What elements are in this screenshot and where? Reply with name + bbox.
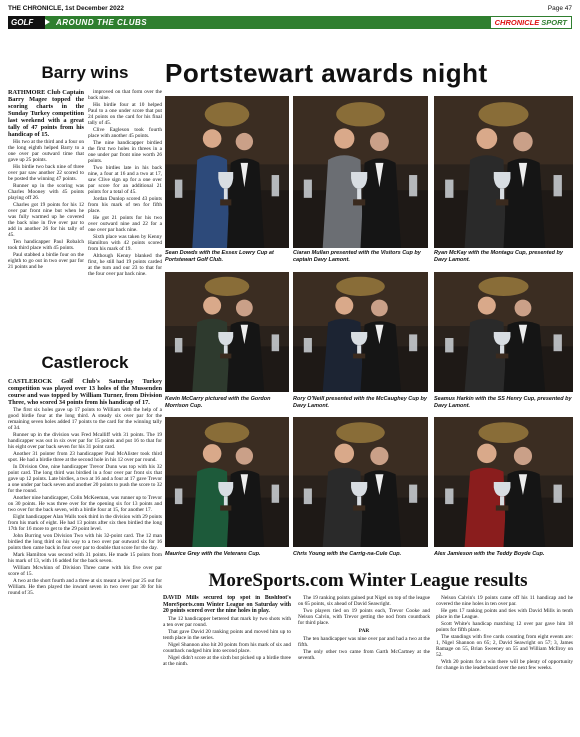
par-subhead: PAR (358, 628, 370, 634)
award-photo (434, 272, 573, 392)
section-title: AROUND THE CLUBS (56, 18, 148, 27)
photo-caption: Ciaran Mullan presented with the Visitors Cup by captain Davy Lamont. (293, 250, 421, 263)
award-photo (293, 417, 428, 547)
photo-caption: Kevin McCarry pictured with the Gordon Morrison Cup. (165, 396, 271, 409)
photo-caption: Ryan McKay with the Montagu Cup, presented by Davy Lamont. (434, 250, 563, 263)
moresports-col1: DAVID Mills secured top spot in Bushfoot's MoreSports.com Winter League on Saturday with 20 points scored over the nine holes in play. The 12 handicapper bettered that mark by two shots with a ten over par round. That gave David 20 ranking points and moved him up to tenth place in the series. Nigel Shannon also hit 20 points from his mark of six and countback nudged him into second place. Nigel didn't score at the sixth but picked up a birdie three at the ninth. (163, 595, 291, 667)
moresports-col2: The 19 ranking points gained put Nigel on top of the league on 65 points, six ahead of David Seawright. Two players tied on 19 points each, Trevor Cooke and Nelson Calvin, with Trevor getting the nod from countback for third place. PAR The ten handicapper was nine over par and had a two at the fifth. The only other two came from Garth McCartney at the seventh. (298, 595, 430, 661)
page-header (8, 3, 572, 15)
award-photo (434, 417, 573, 547)
section-bar (8, 16, 572, 29)
paper-date: THE CHRONICLE, 1st December 2022 (8, 5, 124, 12)
page-number: Page 47 (547, 5, 572, 12)
photo-caption: Chris Young with the Carrig-na-Cule Cup. (293, 551, 402, 557)
photo-caption: Maurice Grey with the Veterans Cup. (165, 551, 261, 557)
award-photo (165, 96, 289, 248)
photo-caption: Alex Jamieson with the Teddy Boyde Cup. (434, 551, 545, 557)
moresports-headline: MoreSports.com Winter League results (208, 570, 528, 591)
barry-article-col2: improved on that form over the back nine. His birdie four at 10 helped Paul to a one under score that put 24 points on the card for his final tally of 45. Clive Eagleson took fourth place with another 45 points. The nine handicapper birdied the first two holes in threes in a one under par front nine worth 26 points. Two birdies late in his back nine, a four at 16 and a two at 17, saw Clive sign up for a one over par score for an additional 21 points for a total of 45. Jordan Dunlop scored 43 points from his mark of ten for fifth place. He got 21 points for his two over outward nine and 22 for a one over par back nine. Sixth place was taken by Kenny Hamilton with 42 points scored from his mark of 19. Although Kenny blanked the first, he still had 19 points carded at the turn and our 23 to that for the four over par back nine. (88, 89, 162, 277)
castlerock-lead: CASTLEROCK Golf Club's Saturday Turkey competition was played over 13 holes of the Mussenden course and was topped by William Turner, from Division Three, who scored 34 points from his handicap of 17. (8, 378, 162, 406)
moresports-col3: Nelson Calvin's 19 points came off his 11 handicap and he covered the nine holes in ten over par. He gets 17 ranking points and ties with David Mills in tenth place in the League. Scott White's handicap matching 12 over par gave him 18 points for fifth place. The standings with five cards counting from eight events are: 1, Nigel Shannon on 65; 2, David Seawright on 57; 3, James Ramage on 55, Brian Sweeney on 55 and William McIlroy on 52. With 20 points for a win there will be plenty of opportunity for change in the leaderboard over the next few weeks. (436, 595, 573, 671)
award-photo (293, 272, 428, 392)
arrow-icon (45, 19, 50, 25)
barry-lead: RATHMORE Club Captain Barry Magee topped the scoring charts in the Sunday Turkey competition last weekend with a great tally of 47 points from his handicap of 15. (8, 89, 84, 138)
photo-caption: Seamus Harkin with the SS Henry Cup, presented by Davy Lamont. (434, 396, 572, 409)
barry-article-col1: RATHMORE Club Captain Barry Magee topped the scoring charts in the Sunday Turkey competition last weekend with a great tally of 47 points from his handicap of 15. His two at the third and a four on the long eighth helped Barry to a one over par outward time that gave up 25 points. His birdie two back nine of three over par saw another 22 scored to be posted the winning 47 points. Runner up in the scoring was Charles Mooney with 45 points playing off 26. Charles got 19 points for his 12 over par front nine but when he was fully warmed up he covered the back nine in five over par to add in another 26 for his tally of 45. Ten handicapper Paul Robalch took third place with 45 points. Paul stabbed a birdie four on the eighth to go out in two over par for 21 points and he (8, 89, 84, 270)
castlerock-headline: Castlerock (41, 353, 129, 372)
main-headline: Portstewart awards night (165, 58, 488, 88)
award-photo (165, 272, 289, 392)
photo-caption: Sean Dowds with the Essex Lowry Cup at Portstewart Golf Club. (165, 250, 274, 263)
award-photo (434, 96, 573, 248)
photo-caption: Rory O'Neill presented with the McCaughey Cup by Davy Lamont. (293, 396, 427, 409)
brand-logo: CHRONICLE SPORT (490, 16, 572, 29)
barry-headline: Barry wins (41, 63, 129, 82)
award-photo (293, 96, 428, 248)
award-photo (165, 417, 289, 547)
golf-tag: GOLF (8, 16, 45, 29)
castlerock-article: CASTLEROCK Golf Club's Saturday Turkey competition was played over 13 holes of the Mussenden course and was topped by William Turner, from Division Three, who scored 34 points from his handicap of 17. The first six holes gave up 17 points to William with the help of a good birdie four at the long third. A steady six over par for the remaining seven holes added 17 points to the card for the winning tally of 34. Runner up in the division was Fred Mcalliff with 31 points. The 19 handicapper was out in six over par for 15 points and put 16 to that for his eight over par back seven for his 31 point card. Another 31 pointer from 23 handicapper Paul McAlister took third spot. He had a birdie three at the second hole in his 12 over par round. In Division One, nine handicapper Trevor Dunn was top with his 32 point card. The long third was birdied in a four over par front six that gave up 12 points. Late birdies, a two at 16 and a four at 17 gave Trevor a one under par back seven and another 20 points to push the score to 32 for the round. Another nine handicapper, Colin McKeeman, was runner up to Trevor on 30 points. He was three over for the opening six for 13 points and two over for the back seven, with a birdie four at 15, for another 17. Eight handicapper Alan Walls took third in the division with 29 points from his mark of eight. He had 13 points after six then birdied the long 17th for 16 more to get to the 29 point level. John Burring won Division Two with his 32-point card. The 12 man birdied the long third on his way to a two over par outward six for 16 points then came back in four over par to double that score for the day. Mark Hamilton was second with 31 points. He made 15 points from his mark of 13, with 16 added for the back seven. William Mcwhinn of Division Three came with his five over par score of 15. A two at the short fourth and a three at six meant a level par 25 out for William. He then played the inward seven in two over par 30 for his round of 35. (8, 378, 162, 596)
